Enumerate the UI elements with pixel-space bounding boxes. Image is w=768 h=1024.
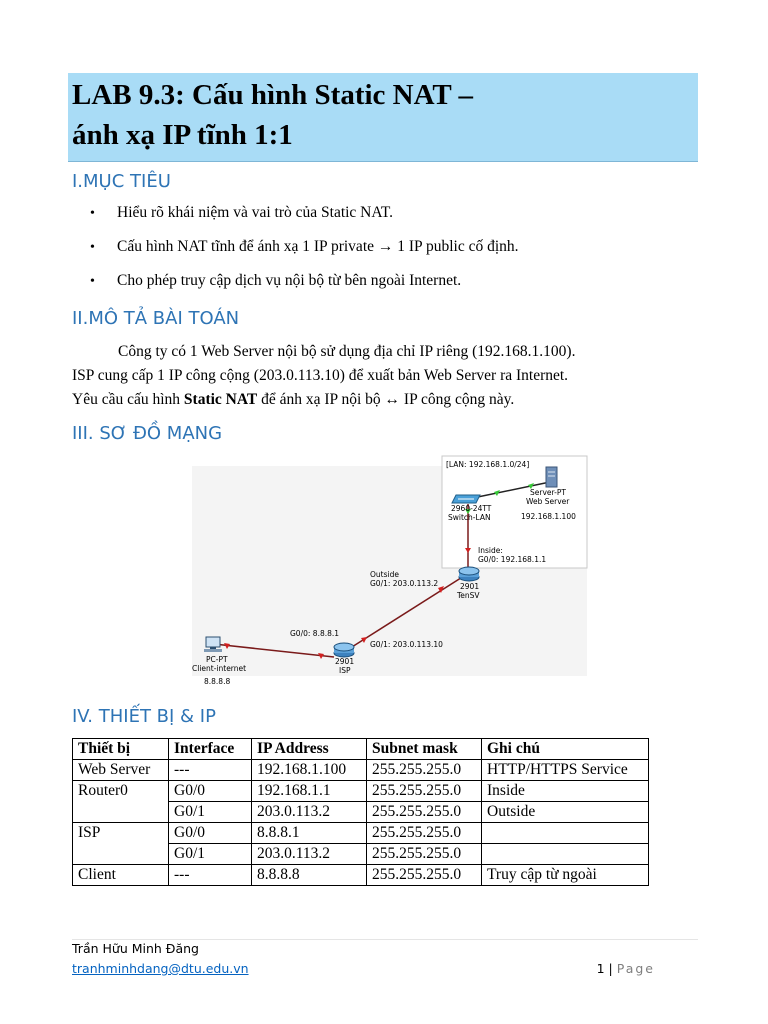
title-banner bbox=[68, 73, 698, 162]
list-item: • Cấu hình NAT tĩnh để ánh xạ 1 IP private → 1 IP public cố định. bbox=[90, 238, 519, 255]
isp-g01-label: G0/1: 203.0.113.10 bbox=[370, 640, 443, 649]
column-header: Thiết bị bbox=[73, 739, 169, 760]
pc-type: PC-PT bbox=[206, 655, 228, 664]
table-row: Web Server --- 192.168.1.100 255.255.255.0 HTTP/HTTPS Service bbox=[73, 760, 649, 781]
bullet-icon: • bbox=[90, 206, 95, 221]
switch-icon bbox=[452, 495, 480, 503]
footer-author: Trần Hữu Minh Đăng bbox=[72, 941, 199, 956]
problem-line-2: ISP cung cấp 1 IP công cộng (203.0.113.10) để xuất bản Web Server ra Internet. bbox=[72, 367, 569, 384]
server-name: Server-PT bbox=[530, 488, 566, 497]
table-row: G0/1 203.0.113.2 255.255.255.0 bbox=[73, 844, 649, 865]
table-row: Client --- 8.8.8.8 255.255.255.0 Truy cập từ ngoài bbox=[73, 865, 649, 886]
switch-name: Switch-LAN bbox=[448, 513, 491, 522]
list-item: • Cho phép truy cập dịch vụ nội bộ từ bên ngoài Internet. bbox=[90, 272, 462, 289]
switch-model: 2960-24TT bbox=[451, 504, 492, 513]
inside-interface: G0/0: 192.168.1.1 bbox=[478, 555, 547, 564]
server-role: Web Server bbox=[526, 497, 570, 506]
lan-label: [LAN: 192.168.1.0/24] bbox=[446, 460, 530, 469]
heading-problem: II.MÔ TẢ BÀI TOÁN bbox=[72, 308, 240, 329]
pc-ip: 8.8.8.8 bbox=[204, 677, 231, 686]
column-header: Interface bbox=[169, 739, 252, 760]
pc-name: Client-internet bbox=[192, 664, 247, 673]
footer-page-number: 1 | Page bbox=[596, 961, 655, 976]
device-table bbox=[72, 738, 649, 886]
server-icon bbox=[546, 467, 557, 487]
title-line-2: ánh xạ IP tĩnh 1:1 bbox=[72, 119, 293, 151]
bullet-icon: • bbox=[90, 274, 95, 289]
inside-label: Inside: bbox=[478, 546, 503, 555]
isp-g00-label: G0/0: 8.8.8.1 bbox=[290, 629, 340, 638]
column-header: Subnet mask bbox=[367, 739, 482, 760]
table-row: Router0 G0/0 192.168.1.1 255.255.255.0 Inside bbox=[73, 781, 649, 802]
heading-diagram: III. SƠ ĐỒ MẠNG bbox=[72, 423, 223, 444]
objectives-list bbox=[90, 204, 519, 306]
list-item: • Hiểu rõ khái niệm và vai trò của Static NAT. bbox=[90, 204, 394, 221]
router-icon bbox=[459, 567, 479, 581]
isp-router-icon bbox=[334, 643, 354, 657]
pc-icon bbox=[204, 637, 222, 652]
column-header: IP Address bbox=[252, 739, 367, 760]
problem-line-1: Công ty có 1 Web Server nội bộ sử dụng địa chỉ IP riêng (192.168.1.100). bbox=[118, 343, 576, 360]
bullet-icon: • bbox=[90, 240, 95, 255]
server-ip: 192.168.1.100 bbox=[521, 512, 576, 521]
router-name: TenSV bbox=[457, 591, 480, 600]
heading-objectives: I.MỤC TIÊU bbox=[72, 171, 171, 192]
table-row: ISP G0/0 8.8.8.1 255.255.255.0 bbox=[73, 823, 649, 844]
network-diagram bbox=[192, 452, 592, 692]
footer-email-link[interactable]: tranhminhdang@dtu.edu.vn bbox=[72, 961, 249, 976]
isp-name: ISP bbox=[339, 666, 351, 675]
title-line-1: LAB 9.3: Cấu hình Static NAT – bbox=[72, 79, 473, 111]
table-row: G0/1 203.0.113.2 255.255.255.0 Outside bbox=[73, 802, 649, 823]
footer-divider bbox=[72, 939, 698, 940]
outside-label: Outside bbox=[370, 570, 399, 579]
outside-interface: G0/1: 203.0.113.2 bbox=[370, 579, 439, 588]
heading-devices: IV. THIẾT BỊ & IP bbox=[72, 706, 216, 727]
router-model: 2901 bbox=[460, 582, 480, 591]
problem-line-3: Yêu cầu cấu hình Static NAT để ánh xạ IP nội bộ ↔ IP công cộng này. bbox=[72, 391, 515, 408]
isp-model: 2901 bbox=[335, 657, 355, 666]
column-header: Ghi chú bbox=[482, 739, 649, 760]
problem-paragraph bbox=[72, 340, 698, 412]
table-header-row bbox=[73, 739, 649, 760]
